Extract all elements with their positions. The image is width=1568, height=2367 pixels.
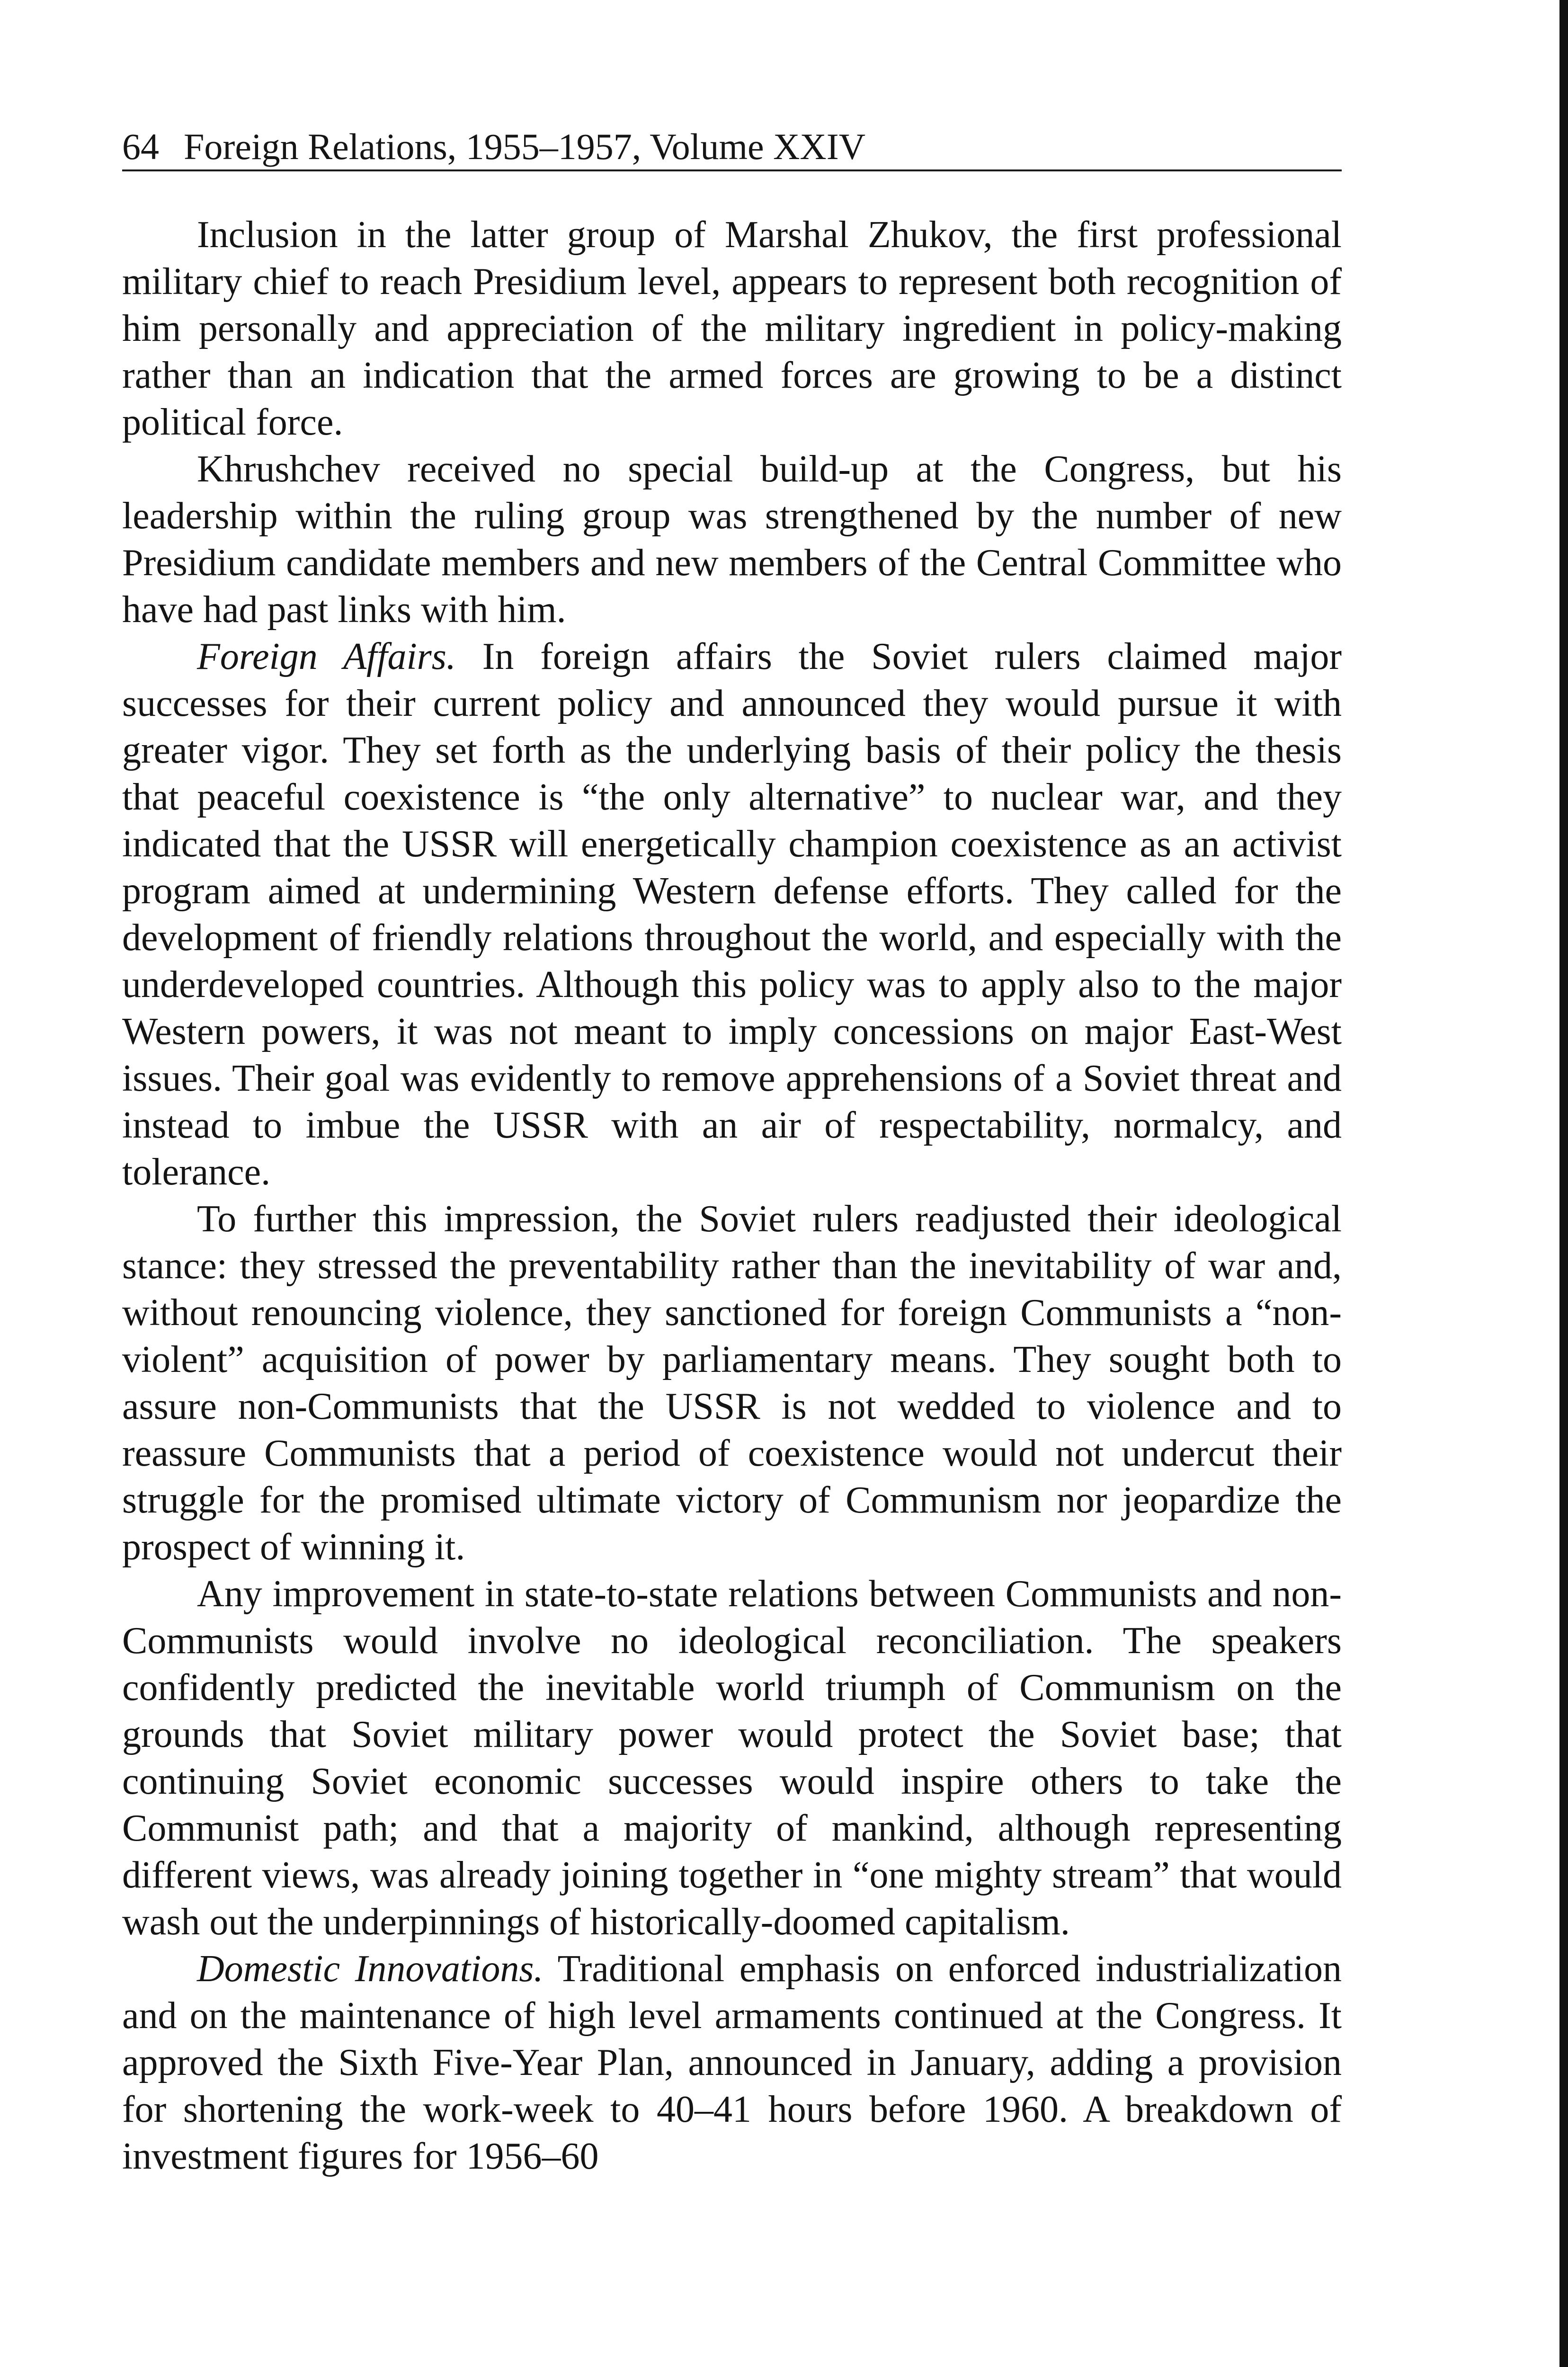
paragraph-text: Traditional emphasis on enforced industrialization and on the maintenance of high level armaments continued at the Congress. It approved the Sixth Five-Year Plan, announced in January, adding a provision for shortening the work-week to 40–41 hours before 1960. A breakdown of investment figures for 1956–60 <box>122 1948 1342 2177</box>
scan-edge-border <box>1559 0 1568 2367</box>
paragraph-text: Any improvement in state-to-state relations between Communists and non-Communists would involve no ideological reconciliation. The speakers confidently predicted the inevitable world triumph of Communism on the grounds that Soviet military power would protect the Soviet base; that continuing Soviet economic successes would inspire others to take the Communist path; and that a majority of mankind, although representing different views, was already joining together in “one mighty stream” that would wash out the underpinnings of historically-doomed capitalism. <box>122 1573 1342 1943</box>
paragraph-text: To further this impression, the Soviet rulers readjusted their ideological stance: they stressed the preventability rather than the inevitability of war and, without renouncing violence, they sanctioned for foreign Communists a “non-violent” acquisition of power by parliamentary means. They sought both to assure non-Communists that the USSR is not wedded to violence and to reassure Communists that a period of coexistence would not undercut their struggle for the promised ultimate victory of Communism nor jeopardize the prospect of winning it. <box>122 1198 1342 1568</box>
paragraph-text: Khrushchev received no special build-up at the Congress, but his leadership within the ruling group was strengthened by the number of new Presidium candidate members and new members of the Central Committee who have had past links with him. <box>122 448 1342 631</box>
paragraph <box>122 633 1342 1196</box>
paragraph <box>122 1196 1342 1571</box>
paragraph-lead: Foreign Affairs. <box>197 636 456 677</box>
paragraph-lead: Domestic Innovations. <box>197 1948 543 1990</box>
paragraph-text: In foreign affairs the Soviet rulers claimed major successes for their current policy and announced they would pursue it with greater vigor. They set forth as the underlying basis of their policy the thesis that peaceful coexistence is “the only alternative” to nuclear war, and they indicated that the USSR will energetically champion coexistence as an activist program aimed at undermining Western defense efforts. They called for the development of friendly relations throughout the world, and especially with the underdeveloped countries. Although this policy was to apply also to the major Western powers, it was not meant to imply concessions on major East-West issues. Their goal was evidently to remove apprehensions of a Soviet threat and instead to imbue the USSR with an air of respectability, normalcy, and tolerance. <box>122 636 1342 1193</box>
paragraph <box>122 446 1342 633</box>
running-head <box>122 124 1342 171</box>
paragraph-text: Inclusion in the latter group of Marshal Zhukov, the first professional military chief to reach Presidium level, appears to represent both recognition of him personally and appreciation of the military ingredient in policy-making rather than an indication that the armed forces are growing to be a distinct political force. <box>122 214 1342 443</box>
paragraph <box>122 1946 1342 2180</box>
paragraph <box>122 1571 1342 1946</box>
volume-title: Foreign Relations, 1955–1957, Volume XXIV <box>184 126 866 167</box>
page-number: 64 <box>122 126 159 167</box>
body-text <box>122 212 1342 2180</box>
paragraph <box>122 212 1342 446</box>
